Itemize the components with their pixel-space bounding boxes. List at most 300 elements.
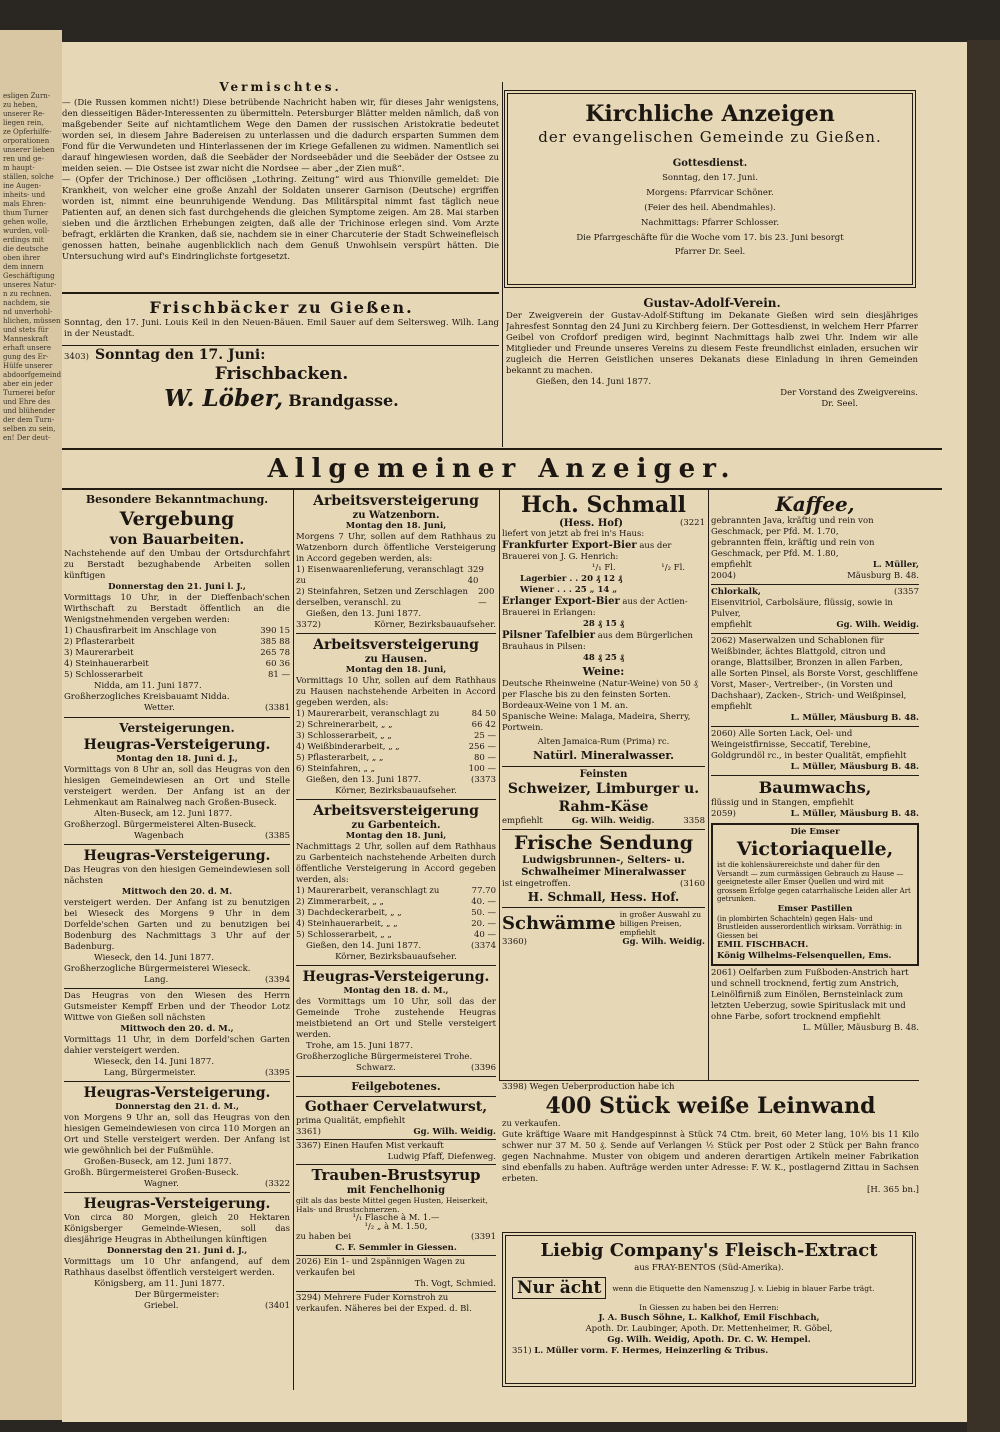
beer-heading: Frankfurter Export-Bier: [502, 540, 637, 551]
gustav-signature-name: Dr. Seel.: [821, 399, 858, 409]
arbeits-title: Arbeitsversteigerung: [313, 803, 479, 819]
beer-price: Lagerbier . . 20 ₰ 12 ₰: [520, 574, 623, 584]
column-3: [502, 492, 705, 1082]
price-column-head: ¹/₂ Fl.: [661, 563, 685, 573]
vergebung-authority: Großherzogliches Kreisbauamt Nidda.: [64, 692, 230, 702]
heugras-date: Montag den 18. d. M.,: [343, 986, 449, 996]
divider: [499, 1080, 919, 1081]
emser-top: Die Emser: [790, 827, 840, 837]
arbeits-text: Nachmittags 2 Uhr, sollen auf dem Rathhaus zu Garbenteich nachstehende Arbeiten durch öffentliche Versteigerung in Accord gegeben werden, als:: [296, 842, 496, 885]
emser-text: ist die kohlensäurereichste und daher für den Versandt — zum curmässigen Gebrauch zu Hause — geeigneteste aller Emser Quellen und wird mit grossem Erfolge gegen catarrhalische Leiden aller Art getrunken.: [717, 861, 911, 903]
lack-text: Alle Sorten Lack, Oel- und Weingeistfirnisse, Seccatif, Terebine, Goldgrundöl rc., in bester Qualität, empfiehlt: [711, 729, 907, 761]
schwaemme-seller: Gg. Wilh. Weidig.: [622, 937, 705, 947]
cost-item: [296, 709, 496, 720]
lack-seller: L. Müller, Mäusburg B. 48.: [790, 762, 919, 772]
cost-item: [296, 919, 496, 930]
vergebung-place-date: Nidda, am 11. Juni 1877.: [94, 681, 202, 691]
vermischtes-paragraph: — (Die Russen kommen nicht!) Diese betrübende Nachricht haben wir, für dieses Jahr wenigstens, den diesseitigen Bäder-Interessenten zu übermitteln. Petersburger Blätter melden nämlich, daß von maßgebender Seite auf nichtamtlichem Wege den Damen der russischen Aristokratie bedeutet worden sei, in diesem Jahre Badereisen zu unterlassen und die dadurch ersparten Summen dem Fond für die Verwundeten und Hinterlassenen der im Kriege Gefallenen zu widmen. Namentlich sei darauf hingewiesen worden, daß die Seebäder der Nordseebäder und die Seebäder der Ostsee zu meiden seien. — Die Ostsee ist zwar nicht die Nordsee — aber „der Zien muß“.: [62, 98, 499, 174]
adjacent-page-line: inheits- und: [3, 191, 46, 199]
adjacent-page-line: aber ein jeder: [3, 380, 53, 388]
maserwalzen-seller: L. Müller, Mäusburg B. 48.: [790, 713, 919, 723]
ad-number: 3398): [502, 1082, 527, 1092]
liebig-have: In Giessen zu haben bei den Herren:: [639, 1303, 779, 1312]
cost-item-value: 100 —: [468, 764, 496, 774]
heugras-date: Donnerstag den 21. Juni d. J.,: [106, 1246, 248, 1256]
arbeits-items: [296, 709, 496, 775]
heugras-title: Heugras-Versteigerung.: [83, 848, 271, 864]
cost-item-value: 200 —: [478, 587, 495, 608]
cost-item: [64, 648, 290, 659]
cost-item: [296, 886, 496, 897]
wagen-seller: Th. Vogt, Schmied.: [414, 1279, 496, 1289]
versteigerungen-heading: Versteigerungen.: [119, 721, 235, 735]
column-4: [711, 492, 919, 1082]
baumwachs-title: Baumwachs,: [758, 778, 872, 797]
ad-number: (3374: [471, 941, 496, 951]
adjacent-page-line: nachdem, sie: [3, 299, 50, 307]
adjacent-page-line: m haupt-: [3, 164, 35, 172]
kaese-title: Schweizer, Limburger u. Rahm-Käse: [507, 781, 700, 815]
vermischtes-paragraph: — (Opfer der Trichinose.) Der officiösen „Lothring. Zeitung“ wird aus Thionville gemeldet: Die Krankheit, von welcher eine große Anzahl der Soldaten unserer Garnison (Deutsche) ergriffen worden ist, nimmt eine beunruhigende Wendung. Das Militärspital nimmt fast täglich neue Patienten auf, an denen sich fast durchgehends die gleichen Symptome zeigen. Am 28. Mai starben sieben und die ärztlichen Erhebungen zeigten, daß alle der Trichinose erlegen sind. Vom Arzte befragt, erklärten die Kranken, daß sie, nachdem sie in einer Charcuterie der Stadt Schweinefleisch genossen hatten, beinahe augenblicklich nach dem Genuß Unwohlsein verspürt hätten. Die Untersuchung wird auf's Eindringlichste fortgesetzt.: [62, 175, 499, 262]
column-divider: [499, 490, 500, 1080]
kaffee-street: Mäusburg B. 48.: [847, 571, 919, 581]
adjacent-page-line: nd unverhohl-: [3, 308, 53, 316]
heugras-date: Mittwoch den 20. d. M.,: [120, 1024, 234, 1034]
heugras-text: Das Heugras von den Wiesen des Herrn Gutsmeister Kempff Erben und der Theodor Lotz Wittwe von Gießen soll nächsten: [64, 991, 290, 1023]
heugras-text: Vormittags von 8 Uhr an, soll das Heugras von den hiesigen Gemeindewiesen an Ort und Stelle versteigert werden. Der Anfang ist an der Lehmenkaut am Rainalweg nach Großen-Buseck.: [64, 765, 290, 808]
adjacent-page-line: gung des Er-: [3, 353, 49, 361]
kaffee-title: Kaffee,: [775, 492, 855, 516]
schwaemme-title: Schwämme: [502, 913, 616, 934]
adjacent-page-line: ställen, solche: [3, 173, 54, 181]
adjacent-page-line: wurden, voll-: [3, 227, 50, 235]
emser-company: König Wilhelms-Felsenquellen, Ems.: [717, 951, 892, 961]
schmall-subtitle: (Hess. Hof): [559, 518, 623, 529]
heugras-text: Vormittags um 10 Uhr anfangend, auf dem Rathhaus daselbst öffentlich versteigert werden.: [64, 1257, 290, 1278]
heugras-official: Wagner.: [144, 1179, 179, 1189]
leinwand-ad: [502, 1082, 919, 1230]
heugras-authority: Der Bürgermeister:: [134, 1290, 220, 1300]
service-date: Sonntag, den 17. Juni.: [662, 173, 758, 183]
adjacent-page-line: mals Ehren-: [3, 200, 46, 208]
oelfarben-seller: L. Müller, Mäusburg B. 48.: [802, 1023, 919, 1033]
vergebung-date: Donnerstag den 21. Juni l. J.,: [108, 582, 246, 592]
divider: [62, 448, 942, 450]
cost-item-value: 84 50: [471, 709, 496, 719]
adjacent-page-line: unseres Natur-: [3, 281, 57, 289]
liebig-nur-aecht: Nur ächt: [512, 1277, 606, 1299]
cost-item: [296, 764, 496, 775]
heugras-text: von Morgens 9 Uhr an, soll das Heugras von den hiesigen Gemeindewiesen von circa 110 Morgen an Ort und Stelle versteigert werden. Der Anfang ist wie gewöhnlich bei der Fußmühle.: [64, 1113, 290, 1156]
adjacent-page-line: liegen rein,: [3, 119, 44, 127]
cost-item-value: 390 15: [260, 626, 290, 636]
cost-item-label: 1) Eisenwaarenlieferung, veranschlagt zu: [296, 565, 464, 586]
wine-text: Spanische Weine: Malaga, Madeira, Sherry, Portwein.: [502, 712, 691, 733]
divider: [502, 82, 503, 447]
vermischtes-section: [62, 80, 499, 290]
wine-heading: Weine:: [582, 665, 625, 678]
leinwand-intro: Wegen Ueberproduction habe ich: [529, 1082, 675, 1092]
schmall-title: Hch. Schmall: [520, 492, 687, 518]
bekanntmachung-heading: Besondere Bekanntmachung.: [85, 493, 269, 506]
frischbaecker-notice: [64, 298, 499, 344]
vergebung-subtitle: von Bauarbeiten.: [109, 532, 245, 548]
adjacent-page-line: dem innern: [3, 263, 44, 271]
arbeits-date: Montag den 18. Juni,: [345, 521, 447, 531]
wine-text: Deutsche Rheinweine (Natur-Weine) von 50 ₰ per Flasche bis zu den feinsten Sorten.: [502, 679, 698, 700]
cost-item-label: 2) Zimmerarbeit, „ „: [296, 897, 384, 907]
arbeits-date: Montag den 18. Juni,: [345, 831, 447, 841]
cost-item-value: 265 78: [260, 648, 290, 658]
heugras-title: Heugras-Versteigerung.: [83, 1085, 271, 1101]
adjacent-page-line: unserer lieben: [3, 146, 55, 154]
baumwachs-text: flüssig und in Stangen, empfiehlt: [711, 798, 854, 808]
divider: [62, 488, 942, 490]
ad-number: 2062): [711, 636, 736, 646]
trauben-price: ¹/₁ Flasche à M. 1.—: [352, 1213, 440, 1223]
arbeits-title: Arbeitsversteigerung: [313, 637, 479, 653]
adjacent-page-line: abdoorfgemeind: [3, 371, 62, 379]
adjacent-page-line: Geschäftigung: [3, 272, 55, 280]
arbeits-text: Morgens 7 Uhr, sollen auf dem Rathhaus zu Watzenborn durch öffentliche Versteigerung in Accord gegeben werden, als:: [296, 532, 496, 564]
adjacent-page-line: erhaft unsere: [3, 344, 52, 352]
ad-number: 2004): [711, 571, 736, 581]
liebig-dealers: Apoth. Dr. Laubinger, Apoth. Dr. Mettenheimer, R. Göbel,: [585, 1324, 833, 1334]
arbeits-place: zu Garbenteich.: [351, 820, 441, 831]
ad-number: (3322: [265, 1179, 290, 1189]
heugras-authority: Großherzogliche Bürgermeisterei Wieseck.: [64, 964, 251, 974]
cost-item-label: 3) Schlosserarbeit, „ „: [296, 731, 392, 741]
ad-number: 2059): [711, 809, 736, 819]
cost-item-value: 66 42: [471, 720, 496, 730]
adjacent-page-line: selben zu sein,: [3, 425, 56, 433]
frischbaecker-title: Frischbäcker zu Gießen.: [149, 298, 414, 317]
beer-source: aus der Actien-Brauerei in Erlangen:: [502, 597, 688, 618]
gothaer-seller: Gg. Wilh. Weidig.: [413, 1127, 496, 1137]
ad-number: 351): [512, 1346, 532, 1356]
book-spine: [967, 40, 1000, 1432]
maserwalzen-text: Maserwalzen und Schablonen für Weißbinder, ächtes Blattgold, citron und orange, Blattsilber, Bronzen in allen Farben, alle Sorten Pinsel, als Borste Vorst, geschliffene Vorst, Maser-, Vertreiber-, (in Vorsten und Dachshaar), Zacken-, Strich- und Weißpinsel, empfiehlt: [711, 636, 918, 712]
adjacent-page-line: die deutsche: [3, 245, 49, 253]
beer-source: aus dem Bürgerlichen Brauhaus in Pilsen:: [502, 631, 694, 652]
cost-item-label: 1) Maurerarbeit, veranschlagt zu: [296, 709, 440, 719]
emser-pastillen-text: (in plombirten Schachteln) gegen Hals- und Brustleiden ausserordentlich wirksam. Vorräthig: in Giessen bei: [717, 914, 902, 940]
column-1: [64, 492, 290, 1407]
heugras-place-date: Königsberg, am 11. Juni 1877.: [94, 1279, 225, 1289]
ad-number: 3358: [683, 816, 705, 826]
cost-item-value: 20. —: [471, 919, 496, 929]
cost-item: [296, 587, 496, 609]
gustav-title: Gustav-Adolf-Verein.: [643, 296, 781, 310]
cost-item: [296, 742, 496, 753]
adjacent-page-line: und Ehre des: [3, 398, 51, 406]
heugras-date: Donnerstag den 21. d. M.,: [115, 1102, 239, 1112]
church-notices-box: [504, 90, 916, 288]
trauben-title: Trauben-Brustsyrup: [311, 1166, 481, 1184]
chlor-title: Chlorkalk,: [711, 587, 761, 597]
cost-item: [64, 637, 290, 648]
arbeits-date: Montag den 18. Juni,: [345, 665, 447, 675]
korn-text: Mehrere Fuder Kornstroh zu verkaufen. Näheres bei der Exped. d. Bl.: [296, 1293, 472, 1314]
schmall-text: liefert von jetzt ab frei in's Haus:: [502, 529, 645, 539]
adjacent-page-line: hlichen, müssen: [3, 317, 61, 325]
arbeits-place: zu Hausen.: [364, 654, 428, 665]
adjacent-page-line: esligen Zurn-: [3, 92, 51, 100]
ad-number: 3367): [296, 1141, 321, 1151]
ad-number: 3361): [296, 1127, 321, 1137]
trauben-price: ¹/₂ „ à M. 1.50,: [364, 1222, 428, 1232]
service-afternoon: Nachmittags: Pfarrer Schlosser.: [640, 218, 780, 228]
church-notices-title: Kirchliche Anzeigen: [585, 101, 835, 127]
beer-price: 28 ₰ 15 ₰: [582, 619, 625, 629]
frisch-sub: ist eingetroffen.: [502, 879, 571, 889]
heugras-title: Heugras-Versteigerung.: [83, 1196, 271, 1212]
cost-item-value: 80 —: [473, 753, 496, 763]
vergebung-official: Wetter.: [144, 703, 175, 713]
ad-number: 3403): [64, 352, 89, 362]
adjacent-page-line: der dem Turn-: [3, 416, 55, 424]
baumwachs-seller: L. Müller, Mäusburg B. 48.: [790, 809, 919, 819]
ad-number: (3160: [680, 879, 705, 889]
loeber-street: Brandgasse.: [288, 391, 399, 410]
chlor-seller: Gg. Wilh. Weidig.: [836, 620, 919, 630]
adjacent-page-line: Manneskraft: [3, 335, 49, 343]
cost-item-value: 40 —: [473, 930, 496, 940]
cost-item-label: 1) Chausfirarbeit im Anschlage von: [64, 626, 217, 636]
kaffee-sub: empfiehlt: [711, 560, 752, 570]
vergebung-items: [64, 626, 290, 681]
beer-heading: Pilsner Tafelbier: [502, 630, 595, 641]
adjacent-page-line: ren und ge-: [3, 155, 44, 163]
heugras-text: Von circa 80 Morgen, gleich 20 Hektaren Königsberger Gemeinde-Wiesen, soll das diesjährige Heugras in Abtheilungen künftigen: [64, 1213, 290, 1245]
gustav-signature: Der Vorstand des Zweigvereins.: [780, 388, 918, 398]
liebig-etiquette: wenn die Etiquette den Namenszug J. v. Liebig in blauer Farbe trägt.: [612, 1283, 875, 1293]
kaffee-text: gebrannten Java, kräftig und rein von Geschmack, per Pfd. M. 1.70,: [711, 516, 874, 537]
ad-number: (3381: [265, 703, 290, 713]
cost-item: [296, 897, 496, 908]
adjacent-page-line: en! Der deut-: [3, 434, 51, 442]
liebig-dealers: J. A. Busch Söhne, L. Kalkhof, Emil Fischbach,: [598, 1313, 820, 1323]
gustav-date: Gießen, den 14. Juni 1877.: [536, 377, 652, 387]
cost-item-label: 5) Pflasterarbeit, „ „: [296, 753, 384, 763]
ad-number: (3221: [680, 518, 705, 528]
adjacent-page-line: thum Turner: [3, 209, 49, 217]
leinwand-code: [H. 365 bn.]: [867, 1185, 919, 1195]
divider: [62, 292, 499, 294]
heugras-place-date: Großen-Buseck, am 12. Juni 1877.: [84, 1157, 232, 1167]
oelfarben-text: Oelfarben zum Fußboden-Anstrich hart und schnell trocknend, fertig zum Anstrich, Leinölfirniß zum Einölen, Bernsteinlack zum letzten Ueberzug, sowie Spirituslack mit und ohne Farbe, sofort trocknend empfiehlt: [711, 968, 909, 1022]
trauben-have: zu haben bei: [296, 1232, 352, 1242]
adjacent-page-line: unserer Re-: [3, 110, 45, 118]
cost-item-label: 4) Steinhauerarbeit: [64, 659, 149, 669]
ad-number: 3294): [296, 1293, 321, 1303]
liebig-dealers: Gg. Wilh. Weidig, Apoth. Dr. C. W. Hempel.: [607, 1335, 811, 1345]
heugras-title: Heugras-Versteigerung.: [83, 737, 271, 753]
rum-text: Alten Jamaica-Rum (Prima) rc.: [537, 737, 670, 747]
beer-heading: Erlanger Export-Bier: [502, 596, 620, 607]
divider: [62, 345, 499, 346]
arbeits-title: Arbeitsversteigerung: [313, 493, 479, 509]
ad-number: 2026): [296, 1257, 321, 1267]
kaffee-seller: L. Müller,: [872, 560, 919, 570]
arbeits-place-date: Gießen, den 14. Juni 1877.: [306, 941, 422, 951]
ad-number: (3357: [894, 587, 919, 597]
cost-item-label: 6) Steinfahren, „ „: [296, 764, 376, 774]
chlor-sub: empfiehlt: [711, 620, 752, 630]
heugras-title: Heugras-Versteigerung.: [302, 969, 490, 985]
heugras-date: Montag den 18. Juni d. J.,: [116, 754, 238, 764]
cost-item-value: 60 36: [265, 659, 290, 669]
heugras-official: Wagenbach: [134, 831, 184, 841]
ad-number: (3373: [471, 775, 496, 785]
schwaemme-text: in großer Auswahl zu billigen Preisen, empfiehlt: [619, 910, 702, 937]
ad-number: (3385: [265, 831, 290, 841]
loeber-title: Frischbacken.: [214, 364, 349, 384]
ad-number: 2061): [711, 968, 736, 978]
heugras-text: Vormittags 11 Uhr, in dem Dorfeld'schen Garten dahier versteigert werden.: [64, 1035, 290, 1056]
cost-item-label: 3) Dachdeckerarbeit, „ „: [296, 908, 402, 918]
heugras-authority: Großherzogl. Bürgermeisterei Alten-Buseck.: [64, 820, 257, 830]
loeber-date: Sonntag den 17. Juni:: [94, 347, 266, 363]
service-morning: Morgens: Pfarrvicar Schöner.: [646, 188, 774, 198]
cost-item-value: 256 —: [468, 742, 496, 752]
newspaper-page: [62, 42, 967, 1422]
arbeits-place-date: Gießen, den 13. Juni 1877.: [306, 609, 422, 619]
liebig-dealers: L. Müller vorm. F. Hermes, Heinzerling & Tribus.: [534, 1346, 769, 1356]
cost-item-value: 385 88: [260, 637, 290, 647]
cost-item: [296, 930, 496, 941]
cost-item: [296, 565, 496, 587]
heugras-official: Lang.: [144, 975, 169, 985]
heugras-place-date: Alten-Buseck, am 12. Juni 1877.: [94, 809, 233, 819]
cost-item-label: 4) Steinhauerarbeit, „ „: [296, 919, 398, 929]
vermischtes-title: Vermischtes.: [219, 80, 342, 94]
cost-item-label: 5) Schlosserarbeit: [64, 670, 143, 680]
frisch-text: Ludwigsbrunnen-, Selters- u. Schwalheimer Mineralwasser: [521, 855, 686, 878]
adjacent-page-line: ze Opferhilfe-: [3, 128, 52, 136]
column-divider: [708, 490, 709, 1080]
wagen-text: Ein 1- und 2spännigen Wagen zu verkaufen bei: [296, 1257, 466, 1278]
beer-source: aus der Brauerei von J. G. Henrich:: [502, 541, 672, 562]
heugras-official: Griebel.: [144, 1301, 179, 1311]
mist-text: Einen Haufen Mist verkauft: [323, 1141, 444, 1151]
arbeits-items: [296, 886, 496, 941]
cost-item: [296, 753, 496, 764]
parish-pastor: Pfarrer Dr. Seel.: [674, 247, 746, 257]
leinwand-text: Gute kräftige Waare mit Handgespinnst à Stück 74 Ctm. breit, 60 Meter lang, 10½ bis 11 Kilo schwer nur 37 M. 50 ₰. Sende auf Verlangen ½ Stück per Post oder 2 Stück per Bahn franco gegen Nachnahme. Muster von obigem und anderen derartigen Artikeln meiner Fabrikation sind ebenfalls zu haben. Aufträge werden unter Adresse: F. W. K., postlagernd Zittau in Sachsen erbeten.: [502, 1130, 919, 1184]
adjacent-page-line: und stets für: [3, 326, 49, 334]
kaese-pre: Feinsten: [579, 769, 628, 780]
cost-item: [64, 670, 290, 681]
arbeits-text: Vormittags 10 Uhr, sollen auf dem Rathhaus zu Hausen nachstehende Arbeiten in Accord gegeben werden, als:: [296, 676, 496, 708]
gothaer-text: prima Qualität, empfiehlt: [296, 1116, 406, 1126]
cost-item-label: 2) Schreinerarbeit, „ „: [296, 720, 393, 730]
heugras-place-date: Wieseck, den 14. Juni 1877.: [94, 1057, 215, 1067]
kaese-seller: Gg. Wilh. Weidig.: [571, 816, 655, 826]
ad-number: (3395: [265, 1068, 290, 1078]
arbeits-place: zu Watzenborn.: [352, 510, 440, 521]
adjacent-page-line: n zu rechnen.: [3, 290, 52, 298]
vergebung-text: Vormittags 10 Uhr, in der Dieffenbach'schen Wirthschaft zu Berstadt öffentlich an die Wenigstnehmenden vergeben werden:: [64, 593, 290, 625]
arbeits-items: [296, 565, 496, 609]
cost-item-label: 5) Schlosserarbeit, „ „: [296, 930, 392, 940]
adjacent-page-line: erdings mit: [3, 236, 44, 244]
trauben-seller: C. F. Semmler in Giessen.: [335, 1243, 457, 1253]
kaffee-text: gebrannten ffein, kräftig und rein von Geschmack, per Pfd. M. 1.80,: [711, 538, 875, 559]
church-notices-subtitle: der evangelischen Gemeinde zu Gießen.: [538, 128, 882, 146]
service-communion: (Feier des heil. Abendmahles).: [644, 203, 776, 213]
frisch-title: Frische Sendung: [514, 832, 693, 854]
frischbaecker-text: Sonntag, den 17. Juni. Louis Keil in den Neuen-Bäuen. Emil Sauer auf dem Seltersweg. Wilh. Lang in der Neustadt.: [64, 318, 499, 339]
cost-item-value: 50. —: [471, 908, 496, 918]
liebig-ad: [502, 1232, 916, 1387]
heugras-text: versteigert werden. Der Anfang ist zu benutzigen bei Wieseck des Morgens 9 Uhr in dem Dorfelde'schen Garten und zu benutzigen bei Bodenburg des Nachmittags 3 Uhr auf der Badenburg.: [64, 898, 290, 952]
cost-item-label: 2) Pflasterarbeit: [64, 637, 135, 647]
emser-title: Victoriaquelle,: [736, 838, 894, 860]
vergebung-text: Nachstehende auf den Umbau der Ortsdurchfahrt zu Berstadt bezughabende Arbeiten sollen künftigen: [64, 549, 290, 581]
cost-item-value: 329 40: [467, 565, 484, 586]
heugras-place-date: Wieseck, den 14. Juni 1877.: [94, 953, 215, 963]
ad-number: 3372): [296, 620, 321, 630]
adjacent-page-line: zu heben,: [3, 101, 38, 109]
adjacent-page-line: oben ihrer: [3, 254, 41, 262]
heugras-official: Lang, Bürgermeister.: [104, 1068, 196, 1078]
loeber-ad: [64, 347, 499, 447]
cost-item-value: 25 —: [473, 731, 496, 741]
ad-number: (3391: [471, 1232, 496, 1242]
leinwand-sub: zu verkaufen.: [502, 1119, 561, 1129]
ad-number: (3396: [471, 1063, 496, 1073]
heugras-text: Das Heugras von den hiesigen Gemeindewiesen soll nächsten: [64, 865, 290, 886]
cost-item-label: 1) Maurerarbeit, veranschlagt zu: [296, 886, 440, 896]
ad-number: (3394: [265, 975, 290, 985]
adjacent-page-line: Hülfe unserer: [3, 362, 53, 370]
column-2: [296, 492, 496, 1407]
gothaer-title: Gothaer Cervelatwurst,: [304, 1099, 488, 1115]
cost-item: [296, 908, 496, 919]
arbeits-official: Körner, Bezirksbauaufseher.: [335, 786, 457, 796]
adjacent-page-line: gehen wolle,: [3, 218, 49, 226]
allgemeiner-anzeiger-banner: Allgemeiner Anzeiger.: [267, 454, 737, 484]
mineral-heading: Natürl. Mineralwasser.: [533, 749, 674, 762]
arbeits-place-date: Gießen, den 13. Juni 1877.: [306, 775, 422, 785]
service-heading: Gottesdienst.: [672, 158, 748, 169]
adjacent-page-edge: [0, 30, 62, 1420]
ad-number: 2060): [711, 729, 736, 739]
mist-seller: Ludwig Pfaff, Diefenweg.: [387, 1152, 496, 1162]
adjacent-page-line: Turnerei befor: [3, 389, 55, 397]
gustav-adolf-notice: [506, 296, 918, 446]
beer-price: Wiener . . . 25 „ 14 „: [520, 585, 618, 595]
emser-pastillen: Emser Pastillen: [777, 903, 853, 914]
heugras-text: des Vormittags um 10 Uhr, soll das der Gemeinde Trohe zustehende Heugras meistbietend an Ort und Stelle versteigert werden.: [296, 997, 496, 1040]
cost-item-value: 40. —: [471, 897, 496, 907]
cost-item-label: 2) Steinfahren, Setzen und Zerschlagen derselben, veranschl. zu: [296, 587, 468, 608]
emser-dealer: EMIL FISCHBACH.: [717, 940, 809, 950]
column-divider: [293, 490, 294, 1390]
parish-duties: Die Pfarrgeschäfte für die Woche vom 17. bis 23. Juni besorgt: [576, 233, 844, 243]
cost-item: [296, 731, 496, 742]
frisch-seller: H. Schmall, Hess. Hof.: [527, 890, 680, 904]
cost-item-value: 77.70: [471, 886, 496, 896]
cost-item: [64, 659, 290, 670]
liebig-title: Liebig Company's Fleisch-Extract: [540, 1240, 878, 1261]
leinwand-title: 400 Stück weiße Leinwand: [545, 1093, 876, 1119]
cost-item: [64, 626, 290, 637]
vergebung-title: Vergebung: [119, 508, 235, 530]
heugras-place-date: Trohe, am 15. Juni 1877.: [306, 1041, 413, 1051]
emser-ad: [711, 823, 919, 966]
